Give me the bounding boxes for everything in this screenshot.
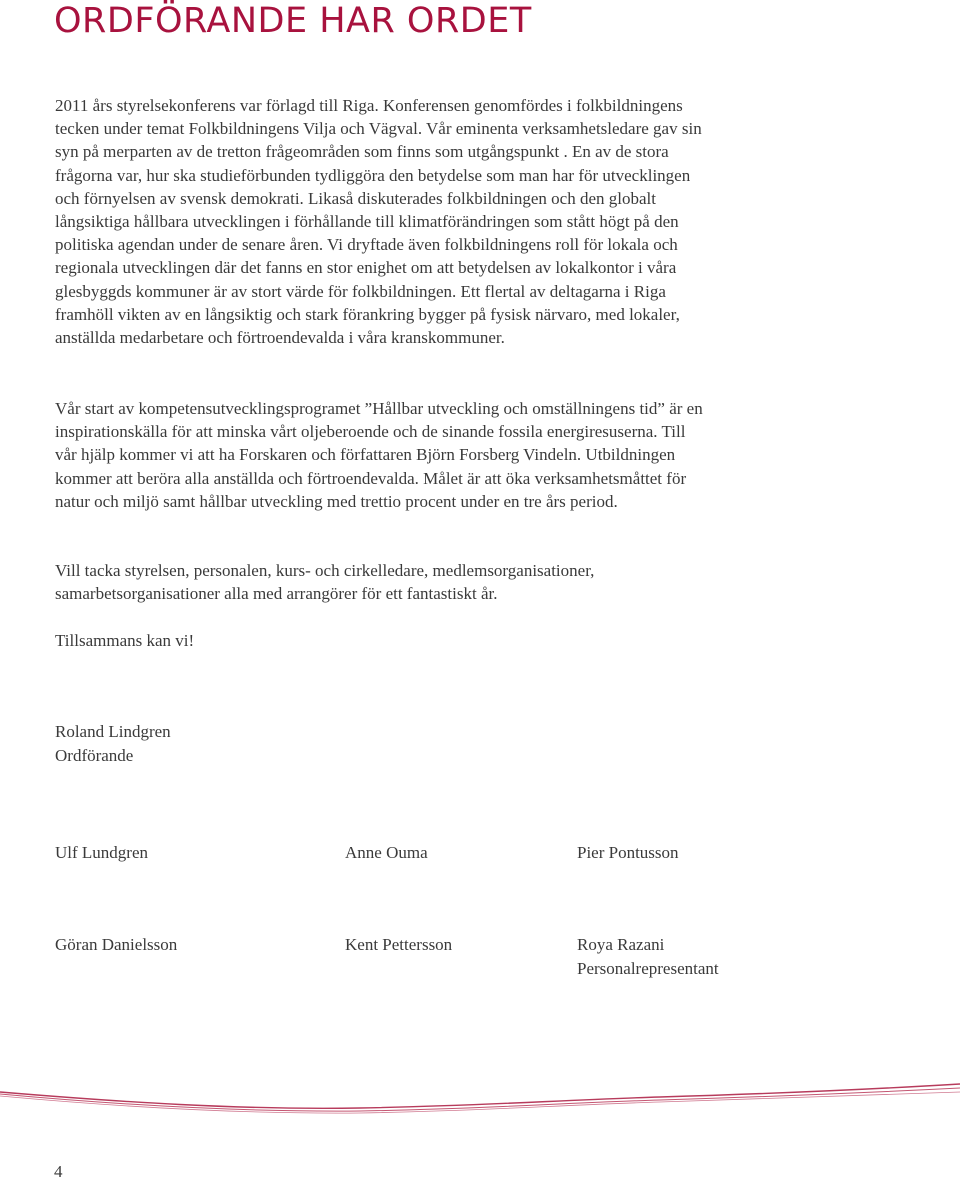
board-member-name: Roya Razani	[577, 935, 665, 954]
board-member-name: Göran Danielsson	[55, 935, 178, 954]
paragraph-closing: Tillsammans kan vi!	[55, 631, 195, 650]
board-member-name: Pier Pontusson	[577, 843, 679, 862]
signature-name: Roland Lindgren	[55, 722, 171, 741]
paragraph-program: Vår start av kompetensutvecklingsprogramet ”Hållbar utveckling och omställningens tid” är en inspirationskälla för att minska vårt oljeberoende och de sinande fossila energiresuserna. Till vår hjälp kommer vi att ha Forskaren och författaren Björn Forsberg Vindeln. Utbildningen kommer att beröra alla anställda och förtroendevalda. Målet är att öka verksamhetsmåttet för natur och miljö samt hållbar utveckling med trettio procent under en tre års period.	[55, 399, 703, 511]
paragraph-thanks: Vill tacka styrelsen, personalen, kurs- och cirkelledare, medlemsorganisationer, samarbetsorganisationer alla med arrangörer för ett fantastiskt år.	[55, 561, 595, 604]
page-number: 4	[54, 1162, 63, 1181]
page-title: ORDFÖRANDE HAR ORDET	[54, 1, 532, 41]
board-member-name: Anne Ouma	[345, 843, 428, 862]
signature-role: Ordförande	[55, 746, 134, 765]
board-member-name: Ulf Lundgren	[55, 843, 149, 862]
paragraph-intro: 2011 års styrelsekonferens var förlagd till Riga. Konferensen genomfördes i folkbildningens tecken under temat Folkbildningens Vilja och Vägval. Vår eminenta verksamhetsledare gav sin syn på merparten av de tretton frågeområden som finns som utgångspunkt . En av de stora frågorna var, hur ska studieförbunden tydliggöra den betydelse som man har för utvecklingen och förnyelsen av svensk demokrati. Likaså diskuterades folkbildningen och den globalt långsiktiga hållbara utvecklingen i förhållande till klimatförändringen som stått högt på den politiska agendan under de senare åren. Vi dryftade även folkbildningens roll för lokala och regionala utvecklingen där det fanns en stor enighet om att betydelsen av lokalkontor i våra glesbyggds kommuner är av stort värde för folkbildningen. Ett flertal av deltagarna i Riga framhöll vikten av en långsiktig och stark förankring bygger på fysisk närvaro, med lokaler, anställda medarbetare och förtroendevalda i våra kranskommuner.	[55, 96, 702, 348]
board-member-name: Kent Pettersson	[345, 935, 453, 954]
board-member-role: Personalrepresentant	[577, 959, 719, 978]
wave-line-icon	[0, 1070, 960, 1130]
